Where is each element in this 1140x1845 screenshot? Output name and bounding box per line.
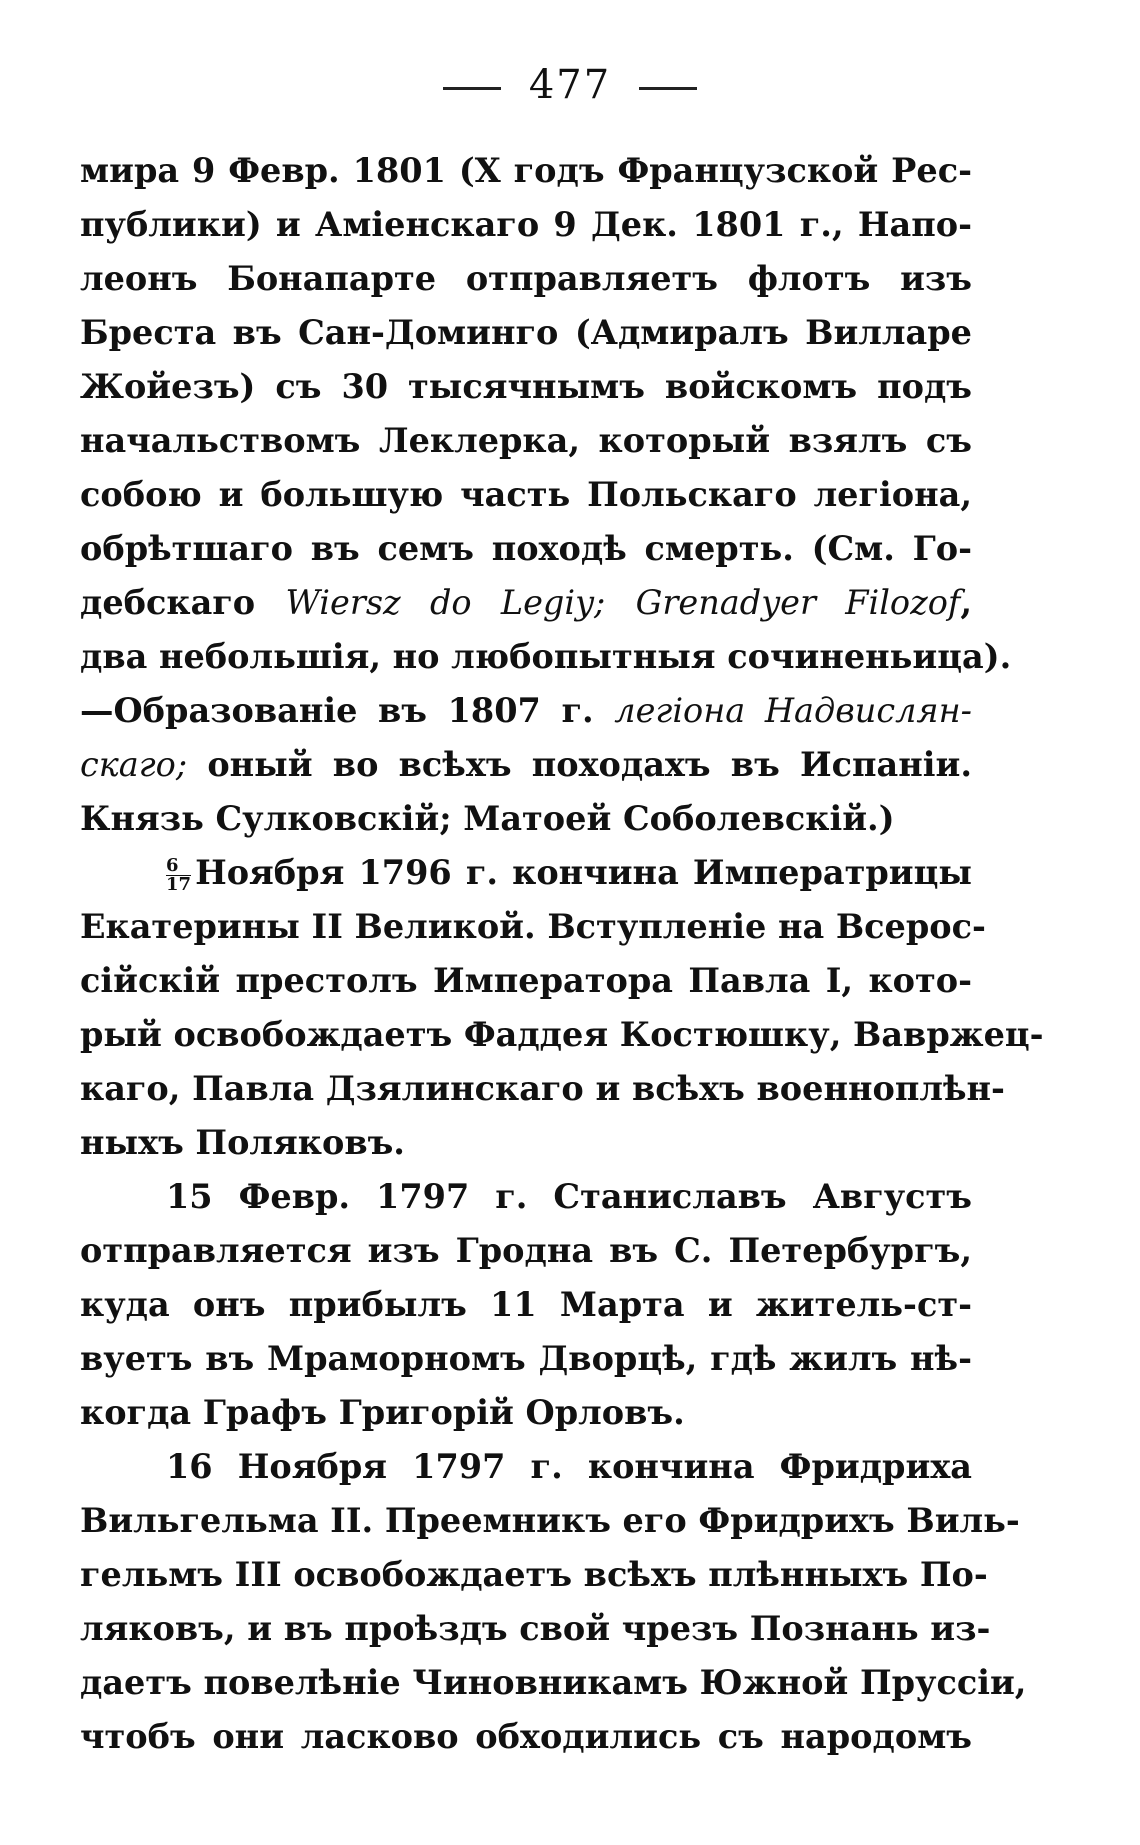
- text-line: [80, 1710, 972, 1764]
- date-fraction: [166, 854, 192, 895]
- line-text: рый освобождаетъ Фаддея Костюшку, Вавржец-: [80, 1015, 1044, 1054]
- italic-text: легіона Надвислян-: [614, 691, 972, 730]
- text-line: [80, 306, 972, 360]
- text-line: [80, 1278, 972, 1332]
- text-line: [80, 1224, 972, 1278]
- italic-text: Grenadyer Filozof: [635, 583, 961, 622]
- line-text: обрѣтшаго въ семъ походѣ смерть. (См. Го-: [80, 529, 972, 568]
- line-text: [605, 583, 635, 622]
- fraction-top: 6: [166, 854, 179, 876]
- line-text: оный во всѣхъ походахъ въ Испаніи.: [187, 745, 972, 784]
- line-text: леонъ Бонапарте отправляетъ флотъ изъ: [80, 259, 972, 298]
- text-line: [80, 468, 972, 522]
- line-text: Ноября 1796 г. кончина Императрицы: [195, 853, 972, 892]
- line-text: 16 Ноября 1797 г. кончина Фридриха: [166, 1447, 972, 1486]
- text-line: [80, 1116, 972, 1170]
- line-text: собою и большую часть Польскаго легіона,: [80, 475, 972, 514]
- italic-text: скаго;: [80, 745, 188, 784]
- text-line: [80, 1008, 1044, 1062]
- page-header: [0, 62, 1140, 108]
- text-line: [80, 1440, 972, 1494]
- line-text: Екатерины II Великой. Вступленіе на Всерос-: [80, 907, 986, 946]
- body-text: [80, 144, 1044, 1764]
- line-text: мира 9 Февр. 1801 (X годъ Французской Рес-: [80, 151, 972, 190]
- line-text: публики) и Аміенскаго 9 Дек. 1801 г., Напо-: [80, 205, 972, 244]
- line-text: гельмъ III освобождаетъ всѣхъ плѣнныхъ По-: [80, 1555, 988, 1594]
- text-line: [80, 522, 972, 576]
- header-dash-right: [639, 87, 697, 90]
- text-line: [80, 954, 972, 1008]
- line-text: Вильгельма II. Преемникъ его Фридрихъ Виль-: [80, 1501, 1020, 1540]
- text-line: [80, 360, 972, 414]
- line-text: куда онъ прибылъ 11 Марта и житель-ст-: [80, 1285, 972, 1324]
- line-text: ныхъ Поляковъ.: [80, 1123, 405, 1162]
- text-line: [80, 198, 972, 252]
- text-line: [80, 414, 972, 468]
- text-line: [80, 1548, 988, 1602]
- text-line: [80, 684, 972, 738]
- line-text: когда Графъ Григорій Орловъ.: [80, 1393, 685, 1432]
- text-line: [80, 846, 972, 900]
- line-text: каго, Павла Дзялинскаго и всѣхъ военноплѣн-: [80, 1069, 1005, 1108]
- line-text: Князь Сулковскій; Матоей Соболевскій.): [80, 799, 895, 838]
- text-line: [80, 1170, 972, 1224]
- header-dash-left: [443, 87, 501, 90]
- line-text: два небольшія, но любопытныя сочиненьица).: [80, 637, 1012, 676]
- line-text: даетъ повелѣніе Чиновникамъ Южной Пруссіи,: [80, 1663, 1027, 1702]
- line-text: ляковъ, и въ проѣздъ свой чрезъ Познань из-: [80, 1609, 991, 1648]
- line-text: чтобъ они ласково обходились съ народомъ: [80, 1717, 972, 1756]
- text-line: [80, 1332, 972, 1386]
- text-line: [80, 1494, 1020, 1548]
- text-line: [80, 1386, 972, 1440]
- line-text: отправляется изъ Гродна въ С. Петербургъ,: [80, 1231, 972, 1270]
- text-line: [80, 1656, 1027, 1710]
- text-line: [80, 1602, 991, 1656]
- text-line: [80, 900, 986, 954]
- line-text: вуетъ въ Мраморномъ Дворцѣ, гдѣ жилъ нѣ-: [80, 1339, 972, 1378]
- line-text: сійскій престолъ Императора Павла I, кото-: [80, 961, 972, 1000]
- line-text: Бреста въ Сан-Доминго (Адмиралъ Вилларе: [80, 313, 972, 352]
- text-line: [80, 252, 972, 306]
- text-line: [80, 144, 972, 198]
- line-text: Жойезъ) съ 30 тысячнымъ войскомъ подъ: [80, 367, 972, 406]
- line-text: дебскаго: [80, 583, 286, 622]
- line-text: 15 Февр. 1797 г. Станиславъ Августъ: [166, 1177, 972, 1216]
- fraction-bottom: 17: [166, 873, 192, 895]
- text-line: [80, 1062, 1005, 1116]
- text-line: [80, 630, 1012, 684]
- line-text: начальствомъ Леклерка, который взялъ съ: [80, 421, 972, 460]
- text-line: [80, 792, 972, 846]
- text-line: [80, 576, 972, 630]
- line-text: ,: [960, 583, 972, 622]
- text-line: [80, 738, 972, 792]
- italic-text: Wiersz do Legiy;: [285, 583, 606, 622]
- line-text: —Образованіе въ 1807 г.: [80, 691, 615, 730]
- page-number: 477: [528, 62, 612, 108]
